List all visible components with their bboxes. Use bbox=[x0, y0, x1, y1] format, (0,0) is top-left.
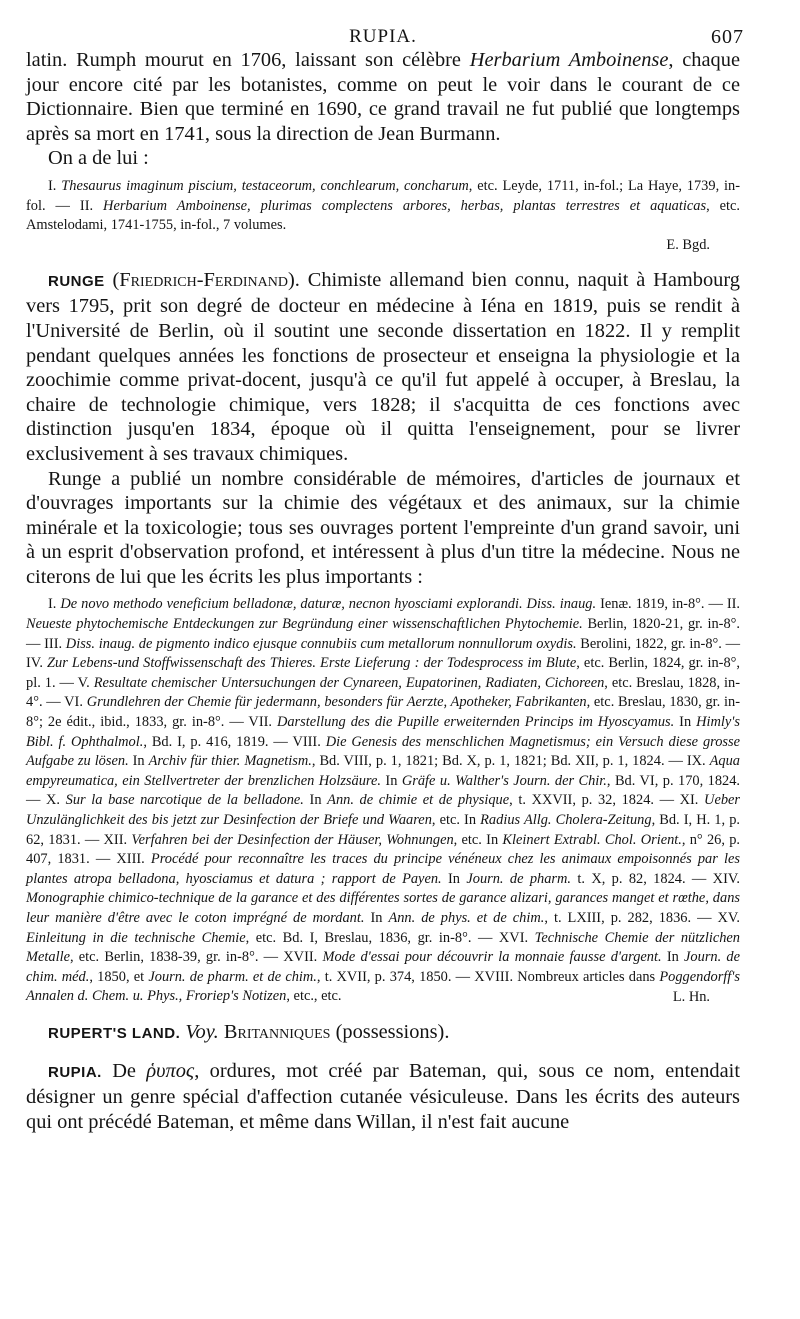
rumph-bibliography bbox=[26, 177, 740, 236]
runge-bio: Chimiste allemand bien connu, naquit à Hambourg vers 1795, prit son degré de docteur en médecine à Iéna en 1819, puis se rendit à l'Université de Berlin, où il soutint une seconde dissertation en 1822. Il y remplit pendant quelques années les fonctions de prosecteur et enseigna la physiologie et la zoochimie comme privat-docent, jusqu'à ce qu'il fut appelé à occuper, à Breslau, la chaire de technologie chimique, vers 1828; il s'acquitta de ces fonctions avec distinction jusqu'en 1834, époque où il quitta l'enseignement, pour se livrer exclusivement à ses travaux chimiques. bbox=[26, 268, 740, 465]
bib-title: Neueste phytochemische Entdeckungen zur Begründung einer wissenschaftlichen Phytochemie. bbox=[26, 616, 583, 633]
bib-text: , Bd. VIII, p. 1, 1821; Bd. X, p. 1, 1821; Bd. XII, p. 1, 1824. — IX. bbox=[311, 753, 710, 770]
bib-title: Darstellung des die Pupille erweiternden Princips im Hyoscyamus. bbox=[276, 714, 675, 731]
bib-text: , t. XXVII, p. 32, 1824. — XI. bbox=[509, 792, 705, 809]
bib-title: Ann. de chimie et de physique bbox=[327, 792, 510, 809]
bib-title: Zur Lebens-und Stoffwissenschaft des Thieres. Erste Lieferung : der Todesprocess im Blute bbox=[47, 655, 577, 672]
rupia-text-a: De bbox=[101, 1059, 147, 1082]
bib-text: Berolini, 1822, gr. in-8°. — IV. bbox=[26, 635, 740, 672]
bib-text: , etc. In bbox=[453, 831, 503, 848]
bib-text-1: , etc. Leyde, 1711, in-fol.; La Haye, 1739, in-fol. — II. bbox=[26, 177, 741, 214]
bib-title-2: Herbarium Amboinense, plurimas complectens arbores, herbas, plantas terrestres et aquaticas bbox=[103, 197, 707, 214]
ruperts-land-entry bbox=[26, 1020, 740, 1047]
rumph-works-intro: On a de lui : bbox=[48, 147, 149, 170]
bib-text: In bbox=[303, 792, 328, 809]
document-page bbox=[26, 22, 744, 1134]
bib-text: t. X, p. 82, 1824. — XIV. bbox=[571, 870, 740, 887]
bib-text: , etc. Berlin, 1824, gr. in-8°, pl. 1. — V. bbox=[26, 655, 740, 691]
bib-title: Procédé pour reconnaître les traces du principe vénéneux chez les animaux empoisonnés par les plantes atropa belladona, hyosciamus et datura ; rapport de Payen. bbox=[26, 851, 740, 887]
bib-text: , Bd. I, p. 416, 1819. — VIII. bbox=[143, 733, 326, 750]
bib-title: Aqua empyreumatica, ein Stellvertreter der brenzlichen Holzsäure. bbox=[26, 753, 741, 789]
bib-title: Poggendorff's Annalen d. Chem. u. Phys., Froriep's Notizen bbox=[26, 968, 740, 1005]
bib-title: Technische Chemie der nützlichen Metalle bbox=[26, 929, 740, 966]
bib-title: Journ. de pharm. et de chim. bbox=[148, 968, 317, 985]
bib-text: , etc. Bd. I, Breslau, 1836, gr. in-8°. — XVI. bbox=[245, 929, 535, 946]
bib-text: In bbox=[441, 870, 467, 887]
bib-title: Journ. de chim. méd. bbox=[26, 949, 741, 985]
page-header bbox=[26, 22, 744, 48]
bib-text: Berlin, 1820-21, gr. in-8°. — III. bbox=[26, 616, 740, 652]
bib-text: In bbox=[364, 909, 389, 926]
bib-text: , etc. Breslau, 1830, gr. in-8°; 2e édit., ibid., 1833, gr. in-8°. — VII. bbox=[26, 694, 740, 731]
runge-name: (Friedrich-Ferdinand). bbox=[112, 268, 300, 291]
bib-title-1: Thesaurus imaginum piscium, testaceorum, conchlearum, concharum bbox=[61, 177, 469, 194]
ruperts-ref-rest: (possessions). bbox=[330, 1020, 450, 1043]
bib-title: Mode d'essai pour découvrir la monnaie fausse d'argent. bbox=[322, 949, 662, 966]
bib-text: , etc. Breslau, 1828, in-4°. — VI. bbox=[26, 674, 740, 711]
bib-text: , n° 26, p. 407, 1831. — XIII. bbox=[26, 831, 740, 868]
bib-title: Gräfe u. Walther's Journ. der Chir. bbox=[401, 772, 607, 789]
bib-text: , etc. Berlin, 1838-39, gr. in-8°. — XVII. bbox=[69, 949, 323, 966]
rupia-headword: RUPIA. bbox=[48, 1063, 102, 1081]
rupia-entry bbox=[26, 1059, 740, 1135]
running-head: RUPIA. bbox=[349, 26, 417, 47]
bib-title: Sur la base narcotique de la belladone. bbox=[65, 792, 304, 809]
bib-text: , etc., etc. bbox=[286, 988, 342, 1005]
bib-text: I. bbox=[48, 596, 61, 613]
rupia-text-b: , ordures, mot créé par Bateman, qui, sous ce nom, entendait désigner un genre spécial d'affection cutanée vésiculeuse. Dans les écrits des auteurs qui ont précédé Bateman, et même dans Willan, il n'est fait aucune bbox=[26, 1059, 740, 1133]
bib-title: Die Genesis des menschlichen Magnetismus; ein Versuch diese grosse Aufgabe zu lösen. bbox=[26, 733, 740, 770]
rumph-title-herbarium: Herbarium Amboinense bbox=[469, 49, 669, 71]
runge-bibliography bbox=[26, 595, 740, 1006]
bib-title: Resultate chemischer Untersuchungen der Cynareen, Eupatorinen, Radiaten, Cichoreen bbox=[93, 674, 605, 691]
bib-text: , Bd. VI, p. 170, 1824. — X. bbox=[26, 772, 741, 809]
bib-title: Monographie chimico-technique de la garance et des différentes sortes de garance alizari, garances manget et rœthe, dans leur manière d'être avec le coton imprégné de mordant. bbox=[26, 890, 740, 926]
bib-title: Ann. de phys. et de chim. bbox=[388, 909, 545, 926]
runge-paragraph-2: Runge a publié un nombre considérable de mémoires, d'articles de journaux et d'ouvrages importants sur la chimie des végétaux et des animaux, sur la chimie minérale et la toxicologie; tous ses ouvrages portent l'empreinte d'un grand savoir, uni à un esprit d'observation profond, et intéressent à plus d'un titre la médecine. Nous ne citerons de lui que les écrits les plus importants : bbox=[26, 467, 740, 588]
bib-title: Diss. inaug. de pigmento indico ejusque connubiis cum metallorum nonnullorum oxydis. bbox=[65, 635, 577, 652]
ruperts-ref: Britanniques bbox=[223, 1020, 331, 1043]
bib-text: , etc. In bbox=[431, 812, 481, 828]
bib-text: Ienæ. 1819, in-8°. — II. bbox=[596, 596, 741, 613]
runge-headword: RUNGE bbox=[48, 272, 105, 290]
bib-title: Radius Allg. Cholera-Zeitung bbox=[480, 812, 652, 828]
bib-num: I. bbox=[48, 177, 62, 194]
bib-title: Einleitung in die technische Chemie bbox=[26, 929, 246, 946]
bib-title: Kleinert Extrabl. Chol. Orient. bbox=[502, 831, 682, 848]
bib-text: , Bd. I, H. 1, p. 62, 1831. — XII. bbox=[26, 812, 740, 848]
bib-title: Himly's Bibl. f. Ophthalmol. bbox=[26, 714, 740, 750]
ruperts-land-headword: RUPERT'S LAND. bbox=[48, 1024, 181, 1042]
bib-text: , 1850, et bbox=[89, 968, 149, 985]
bib-text: , t. XVII, p. 374, 1850. — XVIII. Nombreux articles dans bbox=[316, 968, 660, 985]
runge-signature: L. Hn. bbox=[672, 988, 710, 1005]
rumph-signature: E. Bgd. bbox=[666, 236, 710, 253]
bib-title: De novo methodo veneficium belladonæ, daturæ, necnon hyosciami explorandi. Diss. inaug. bbox=[60, 596, 597, 613]
bib-title: Journ. de pharm. bbox=[466, 870, 572, 887]
bib-text-2: , etc. Amstelodami, 1741-1755, in-fol., 7 volumes. bbox=[26, 197, 740, 234]
bib-text: In bbox=[674, 714, 697, 731]
rumph-text-c: , chaque jour encore cité par les botanistes, comme on peut le voir dans le courant de ce Dictionnaire. Bien que terminé en 1690, ce grand travail ne fut publié que longtemps après sa mort en 1741, sous la direction de Jean Burmann. bbox=[26, 49, 740, 145]
bib-title: Archiv für thier. Magnetism. bbox=[148, 753, 312, 770]
page-number: 607 bbox=[711, 26, 744, 48]
bib-title: Grundlehren der Chemie für jedermann, besonders für Aerzte, Apotheker, Fabrikanten bbox=[86, 694, 587, 711]
bib-text: , t. LXIII, p. 282, 1836. — XV. bbox=[544, 909, 740, 926]
bib-title: Ueber Unzulänglichkeit des bis jetzt zur Desinfection der Briefe und Waaren bbox=[26, 792, 741, 828]
bib-title: Verfahren bei der Desinfection der Häuser, Wohnungen bbox=[131, 831, 454, 848]
bib-text: In bbox=[380, 772, 402, 789]
runge-entry bbox=[26, 268, 740, 467]
rumph-text-a: latin. Rumph mourut en 1706, laissant son célèbre bbox=[26, 49, 470, 71]
bib-text: In bbox=[661, 949, 685, 966]
bib-text: In bbox=[128, 753, 149, 770]
voy-label: Voy. bbox=[185, 1020, 219, 1043]
rupia-greek: ῥυπος bbox=[146, 1059, 195, 1082]
rumph-paragraph bbox=[26, 48, 740, 146]
